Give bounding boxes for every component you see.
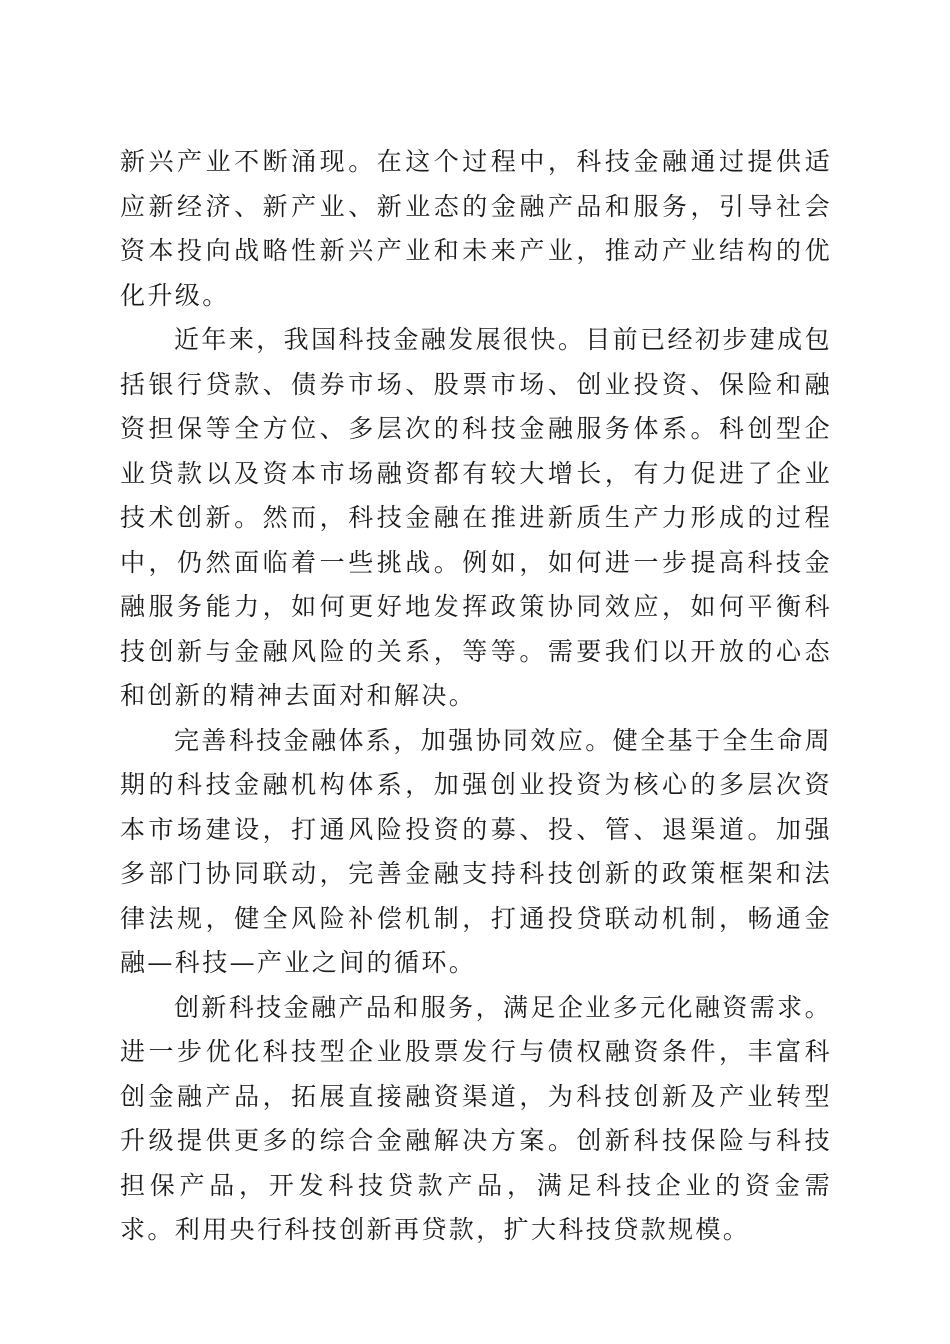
paragraph-3: 完善科技金融体系，加强协同效应。健全基于全生命周期的科技金融机构体系，加强创业投资为核心的多层次资本市场建设，打通风险投资的募、投、管、退渠道。加强多部门协同联动，完善金融支持科技创新的政策框架和法律法规，健全风险补偿机制，打通投贷联动机制，畅通金融—科技—产业之间的循环。: [120, 725, 832, 977]
paragraph-2: 近年来，我国科技金融发展很快。目前已经初步建成包括银行贷款、债券市场、股票市场、创业投资、保险和融资担保等全方位、多层次的科技金融服务体系。科创型企业贷款以及资本市场融资都有较大增长，有力促进了企业技术创新。然而，科技金融在推进新质生产力形成的过程中，仍然面临着一些挑战。例如，如何进一步提高科技金融服务能力，如何更好地发挥政策协同效应，如何平衡科技创新与金融风险的关系，等等。需要我们以开放的心态和创新的精神去面对和解决。: [120, 325, 832, 710]
paragraph-4: 创新科技金融产品和服务，满足企业多元化融资需求。进一步优化科技型企业股票发行与债权融资条件，丰富科创金融产品，拓展直接融资渠道，为科技创新及产业转型升级提供更多的综合金融解决方案。创新科技保险与科技担保产品，开发科技贷款产品，满足科技企业的资金需求。利用央行科技创新再贷款，扩大科技贷款规模。: [120, 992, 832, 1244]
document-body: [120, 140, 832, 1253]
paragraph-1: 新兴产业不断涌现。在这个过程中，科技金融通过提供适应新经济、新产业、新业态的金融产品和服务，引导社会资本投向战略性新兴产业和未来产业，推动产业结构的优化升级。: [120, 147, 832, 310]
